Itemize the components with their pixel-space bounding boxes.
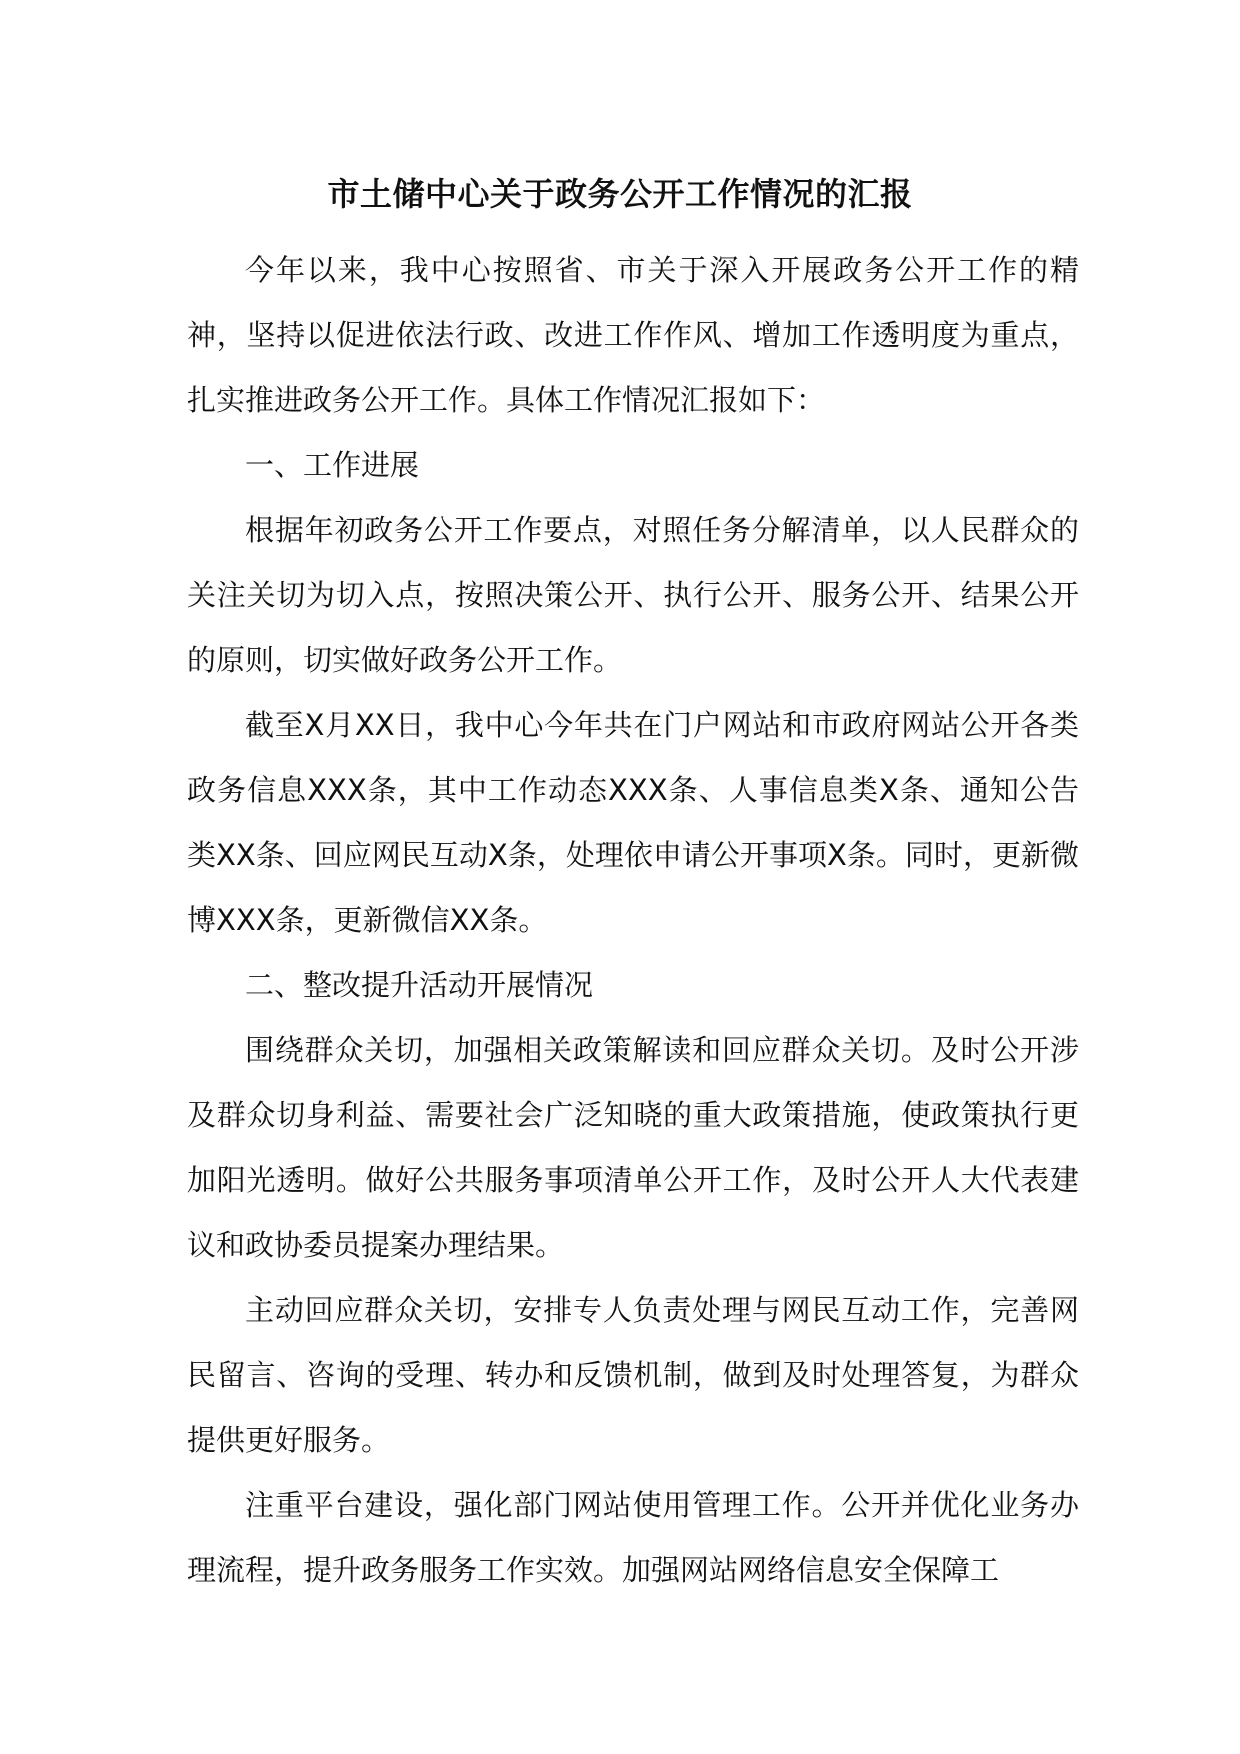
paragraph-public-response: 主动回应群众关切，安排专人负责处理与网民互动工作，完善网民留言、咨询的受理、转办和反馈机制，做到及时处理答复，为群众提供更好服务。 <box>187 1293 1079 1457</box>
paragraph-policy-interpretation: 围绕群众关切，加强相关政策解读和回应群众关切。及时公开涉及群众切身利益、需要社会广泛知晓的重大政策措施，使政策执行更加阳光透明。做好公共服务事项清单公开工作，及时公开人大代表建议和政协委员提案办理结果。 <box>187 1033 1079 1262</box>
paragraph-intro: 今年以来，我中心按照省、市关于深入开展政务公开工作的精神，坚持以促进依法行政、改进工作作风、增加工作透明度为重点，扎实推进政务公开工作。具体工作情况汇报如下： <box>187 253 1079 417</box>
section-heading-rectification: 二、整改提升活动开展情况 <box>245 968 594 1002</box>
document-body <box>187 238 1079 1603</box>
paragraph-statistics: 截至X月XX日，我中心今年共在门户网站和市政府网站公开各类政务信息XXX条，其中工作动态XXX条、人事信息类X条、通知公告类XX条、回应网民互动X条，处理依申请公开事项X条。同时，更新微博XXX条，更新微信XX条。 <box>187 708 1079 937</box>
paragraph-platform-building: 注重平台建设，强化部门网站使用管理工作。公开并优化业务办理流程，提升政务服务工作实效。加强网站网络信息安全保障工 <box>187 1488 1079 1587</box>
paragraph-progress: 根据年初政务公开工作要点，对照任务分解清单，以人民群众的关注关切为切入点，按照决策公开、执行公开、服务公开、结果公开的原则，切实做好政务公开工作。 <box>187 513 1079 677</box>
section-heading-progress: 一、工作进展 <box>245 448 420 482</box>
document-title: 市土储中心关于政务公开工作情况的汇报 <box>327 175 913 213</box>
